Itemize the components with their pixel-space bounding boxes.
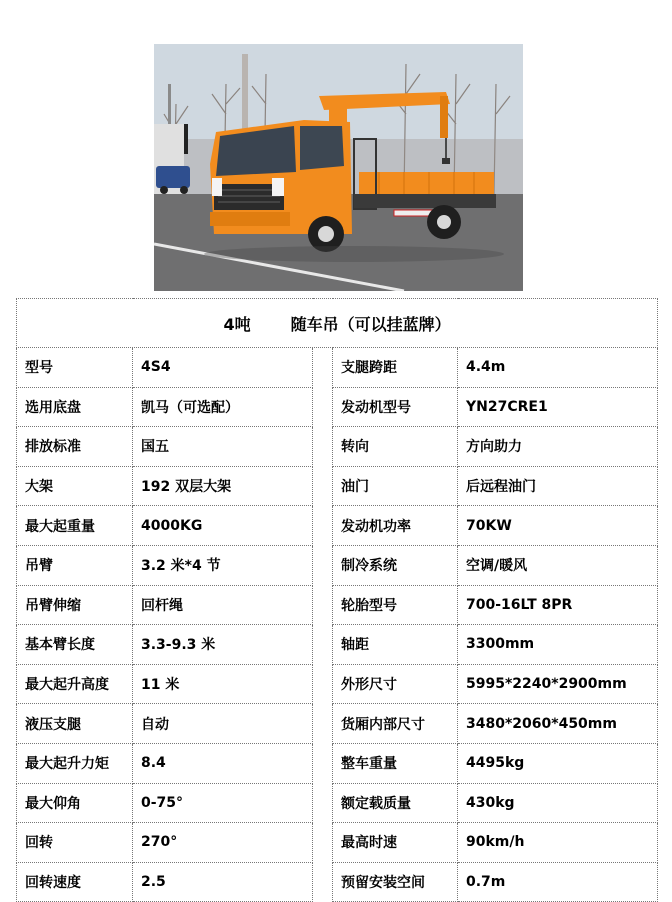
spec-label: 排放标准 — [17, 427, 133, 467]
table-row — [17, 585, 658, 625]
table-row — [17, 743, 658, 783]
column-gap — [313, 348, 333, 388]
table-row — [17, 466, 658, 506]
spec-value: 回杆绳 — [133, 585, 313, 625]
table-row — [17, 427, 658, 467]
spec-value: 空调/暖风 — [458, 545, 658, 585]
column-gap — [313, 585, 333, 625]
table-title-row — [17, 299, 658, 348]
spec-value: 凯马（可选配） — [133, 387, 313, 427]
table-row — [17, 664, 658, 704]
spec-value: 自动 — [133, 704, 313, 744]
table-title — [17, 299, 658, 348]
spec-label: 吊臂 — [17, 545, 133, 585]
spec-label: 回转速度 — [17, 862, 133, 902]
spec-label: 最大起重量 — [17, 506, 133, 546]
spec-label: 支腿跨距 — [333, 348, 458, 388]
spec-value: YN27CRE1 — [458, 387, 658, 427]
spec-value: 3.2 米*4 节 — [133, 545, 313, 585]
spec-value: 2.5 — [133, 862, 313, 902]
spec-value: 4000KG — [133, 506, 313, 546]
spec-label: 液压支腿 — [17, 704, 133, 744]
spec-label: 回转 — [17, 823, 133, 863]
column-gap — [313, 387, 333, 427]
table-row — [17, 862, 658, 902]
column-gap — [313, 625, 333, 665]
table-row — [17, 783, 658, 823]
spec-value: 430kg — [458, 783, 658, 823]
column-gap — [313, 862, 333, 902]
column-gap — [313, 783, 333, 823]
spec-label: 大架 — [17, 466, 133, 506]
column-gap — [313, 664, 333, 704]
spec-table — [16, 298, 658, 902]
spec-value: 0.7m — [458, 862, 658, 902]
spec-label: 轮胎型号 — [333, 585, 458, 625]
spec-value: 270° — [133, 823, 313, 863]
spec-label: 发动机型号 — [333, 387, 458, 427]
spec-label: 货厢内部尺寸 — [333, 704, 458, 744]
spec-label: 额定载质量 — [333, 783, 458, 823]
table-row — [17, 348, 658, 388]
truck-crane-photo — [154, 44, 523, 291]
spec-value: 3480*2060*450mm — [458, 704, 658, 744]
table-row — [17, 506, 658, 546]
column-gap — [313, 704, 333, 744]
table-row — [17, 387, 658, 427]
column-gap — [313, 823, 333, 863]
spec-label: 油门 — [333, 466, 458, 506]
spec-value: 8.4 — [133, 743, 313, 783]
spec-value: 方向助力 — [458, 427, 658, 467]
spec-value: 4S4 — [133, 348, 313, 388]
spec-label: 预留安装空间 — [333, 862, 458, 902]
spec-value: 0-75° — [133, 783, 313, 823]
column-gap — [313, 545, 333, 585]
spec-label: 外形尺寸 — [333, 664, 458, 704]
table-row — [17, 823, 658, 863]
spec-value: 5995*2240*2900mm — [458, 664, 658, 704]
column-gap — [313, 427, 333, 467]
spec-value: 国五 — [133, 427, 313, 467]
spec-value: 4.4m — [458, 348, 658, 388]
spec-value: 90km/h — [458, 823, 658, 863]
spec-value: 后远程油门 — [458, 466, 658, 506]
spec-label: 发动机功率 — [333, 506, 458, 546]
spec-value: 11 米 — [133, 664, 313, 704]
column-gap — [313, 466, 333, 506]
spec-label: 最大起升高度 — [17, 664, 133, 704]
table-row — [17, 625, 658, 665]
spec-label: 基本臂长度 — [17, 625, 133, 665]
spec-value: 4495kg — [458, 743, 658, 783]
column-gap — [313, 743, 333, 783]
spec-label: 型号 — [17, 348, 133, 388]
spec-label: 吊臂伸缩 — [17, 585, 133, 625]
spec-value: 3.3-9.3 米 — [133, 625, 313, 665]
spec-value: 3300mm — [458, 625, 658, 665]
title-name: 随车吊（可以挂蓝牌） — [290, 314, 451, 334]
truck-crane-illustration — [154, 44, 523, 291]
spec-value: 192 双层大架 — [133, 466, 313, 506]
table-row — [17, 545, 658, 585]
spec-label: 选用底盘 — [17, 387, 133, 427]
spec-label: 整车重量 — [333, 743, 458, 783]
column-gap — [313, 506, 333, 546]
spec-label: 最高时速 — [333, 823, 458, 863]
table-row — [17, 704, 658, 744]
spec-label: 轴距 — [333, 625, 458, 665]
spec-label: 转向 — [333, 427, 458, 467]
spec-value: 700-16LT 8PR — [458, 585, 658, 625]
spec-value: 70KW — [458, 506, 658, 546]
title-tonnage: 4吨 — [223, 314, 251, 334]
spec-label: 最大仰角 — [17, 783, 133, 823]
spec-label: 最大起升力矩 — [17, 743, 133, 783]
spec-label: 制冷系统 — [333, 545, 458, 585]
